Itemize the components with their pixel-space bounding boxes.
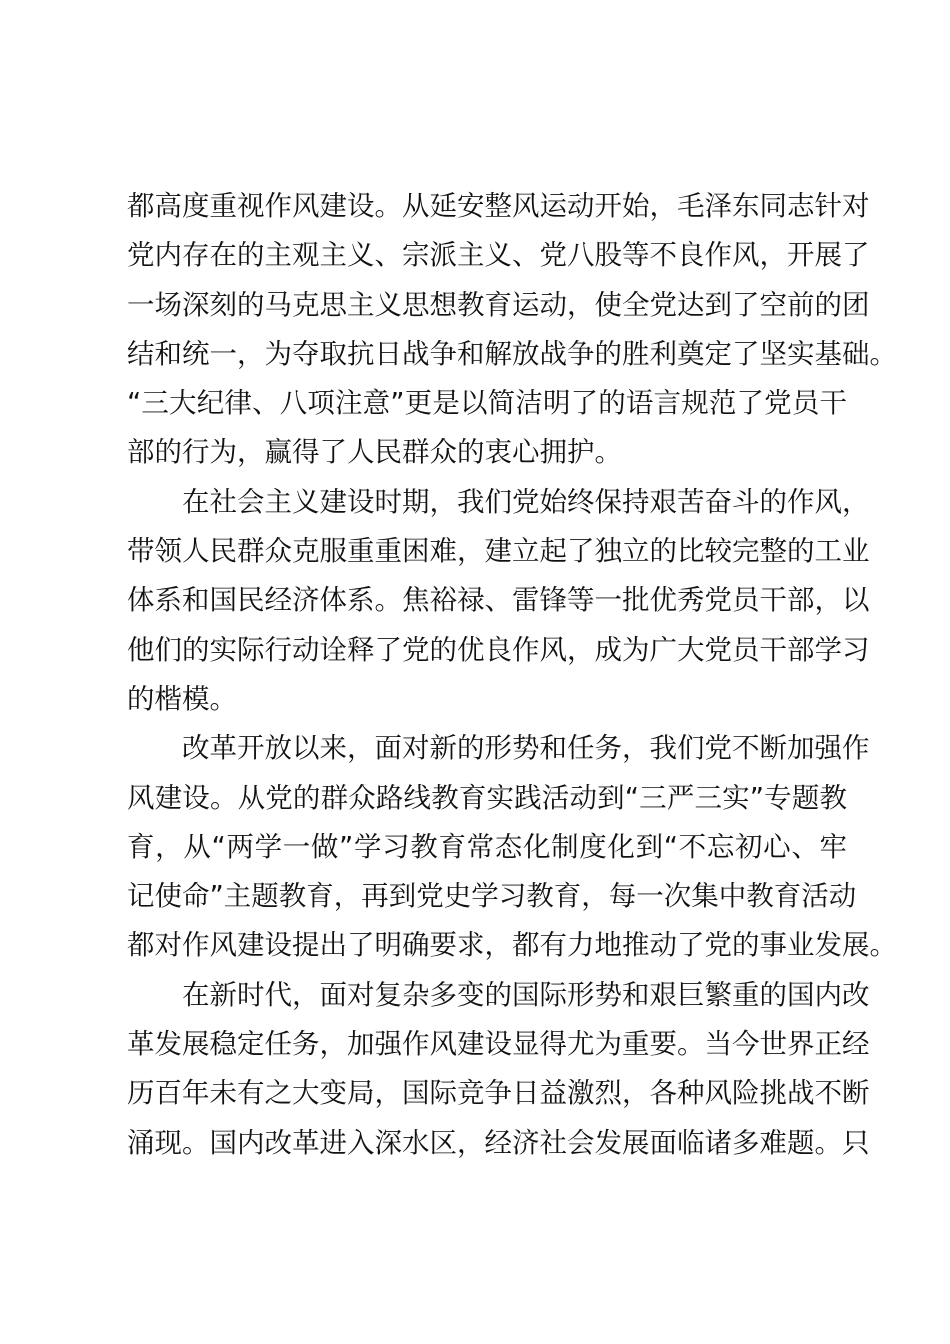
text-line: 风建设。从党的群众路线教育实践活动到“三严三实”专题教 (127, 781, 847, 814)
text-line: 他们的实际行动诠释了党的优良作风，成为广大党员干部学习 (127, 633, 870, 666)
text-line: 结和统一，为夺取抗日战争和解放战争的胜利奠定了坚实基础。 (127, 337, 897, 370)
text-line: 历百年未有之大变局，国际竞争日益激烈，各种风险挑战不断 (127, 1077, 870, 1110)
text-line: 的楷模。 (127, 682, 237, 715)
paragraph-first-line: 在社会主义建设时期，我们党始终保持艰苦奋斗的作风， (182, 485, 870, 518)
text-line: 带领人民群众克服重重困难，建立起了独立的比较完整的工业 (127, 535, 870, 568)
text-line: 都对作风建设提出了明确要求，都有力地推动了党的事业发展。 (127, 929, 897, 962)
text-line: 部的行为，赢得了人民群众的衷心拥护。 (127, 436, 622, 469)
text-line: 记使命”主题教育，再到党史学习教育，每一次集中教育活动 (127, 880, 857, 913)
paragraph-first-line: 改革开放以来，面对新的形势和任务，我们党不断加强作 (182, 732, 870, 765)
text-line: 育，从“两学一做”学习教育常态化制度化到“不忘初心、牢 (127, 830, 847, 863)
text-line: 革发展稳定任务，加强作风建设显得尤为重要。当今世界正经 (127, 1028, 870, 1061)
text-line: 党内存在的主观主义、宗派主义、党八股等不良作风，开展了 (127, 239, 870, 272)
text-line: 体系和国民经济体系。焦裕禄、雷锋等一批优秀党员干部，以 (127, 584, 870, 617)
paragraph-first-line: 在新时代，面对复杂多变的国际形势和艰巨繁重的国内改 (182, 978, 870, 1011)
text-line: “三大纪律、八项注意”更是以简洁明了的语言规范了党员干 (127, 387, 847, 420)
text-line: 都高度重视作风建设。从延安整风运动开始，毛泽东同志针对 (127, 190, 870, 222)
text-line: 一场深刻的马克思主义思想教育运动，使全党达到了空前的团 (127, 288, 870, 321)
body-text (127, 182, 897, 1168)
text-line: 涌现。国内改革进入深水区，经济社会发展面临诸多难题。只 (127, 1126, 870, 1159)
